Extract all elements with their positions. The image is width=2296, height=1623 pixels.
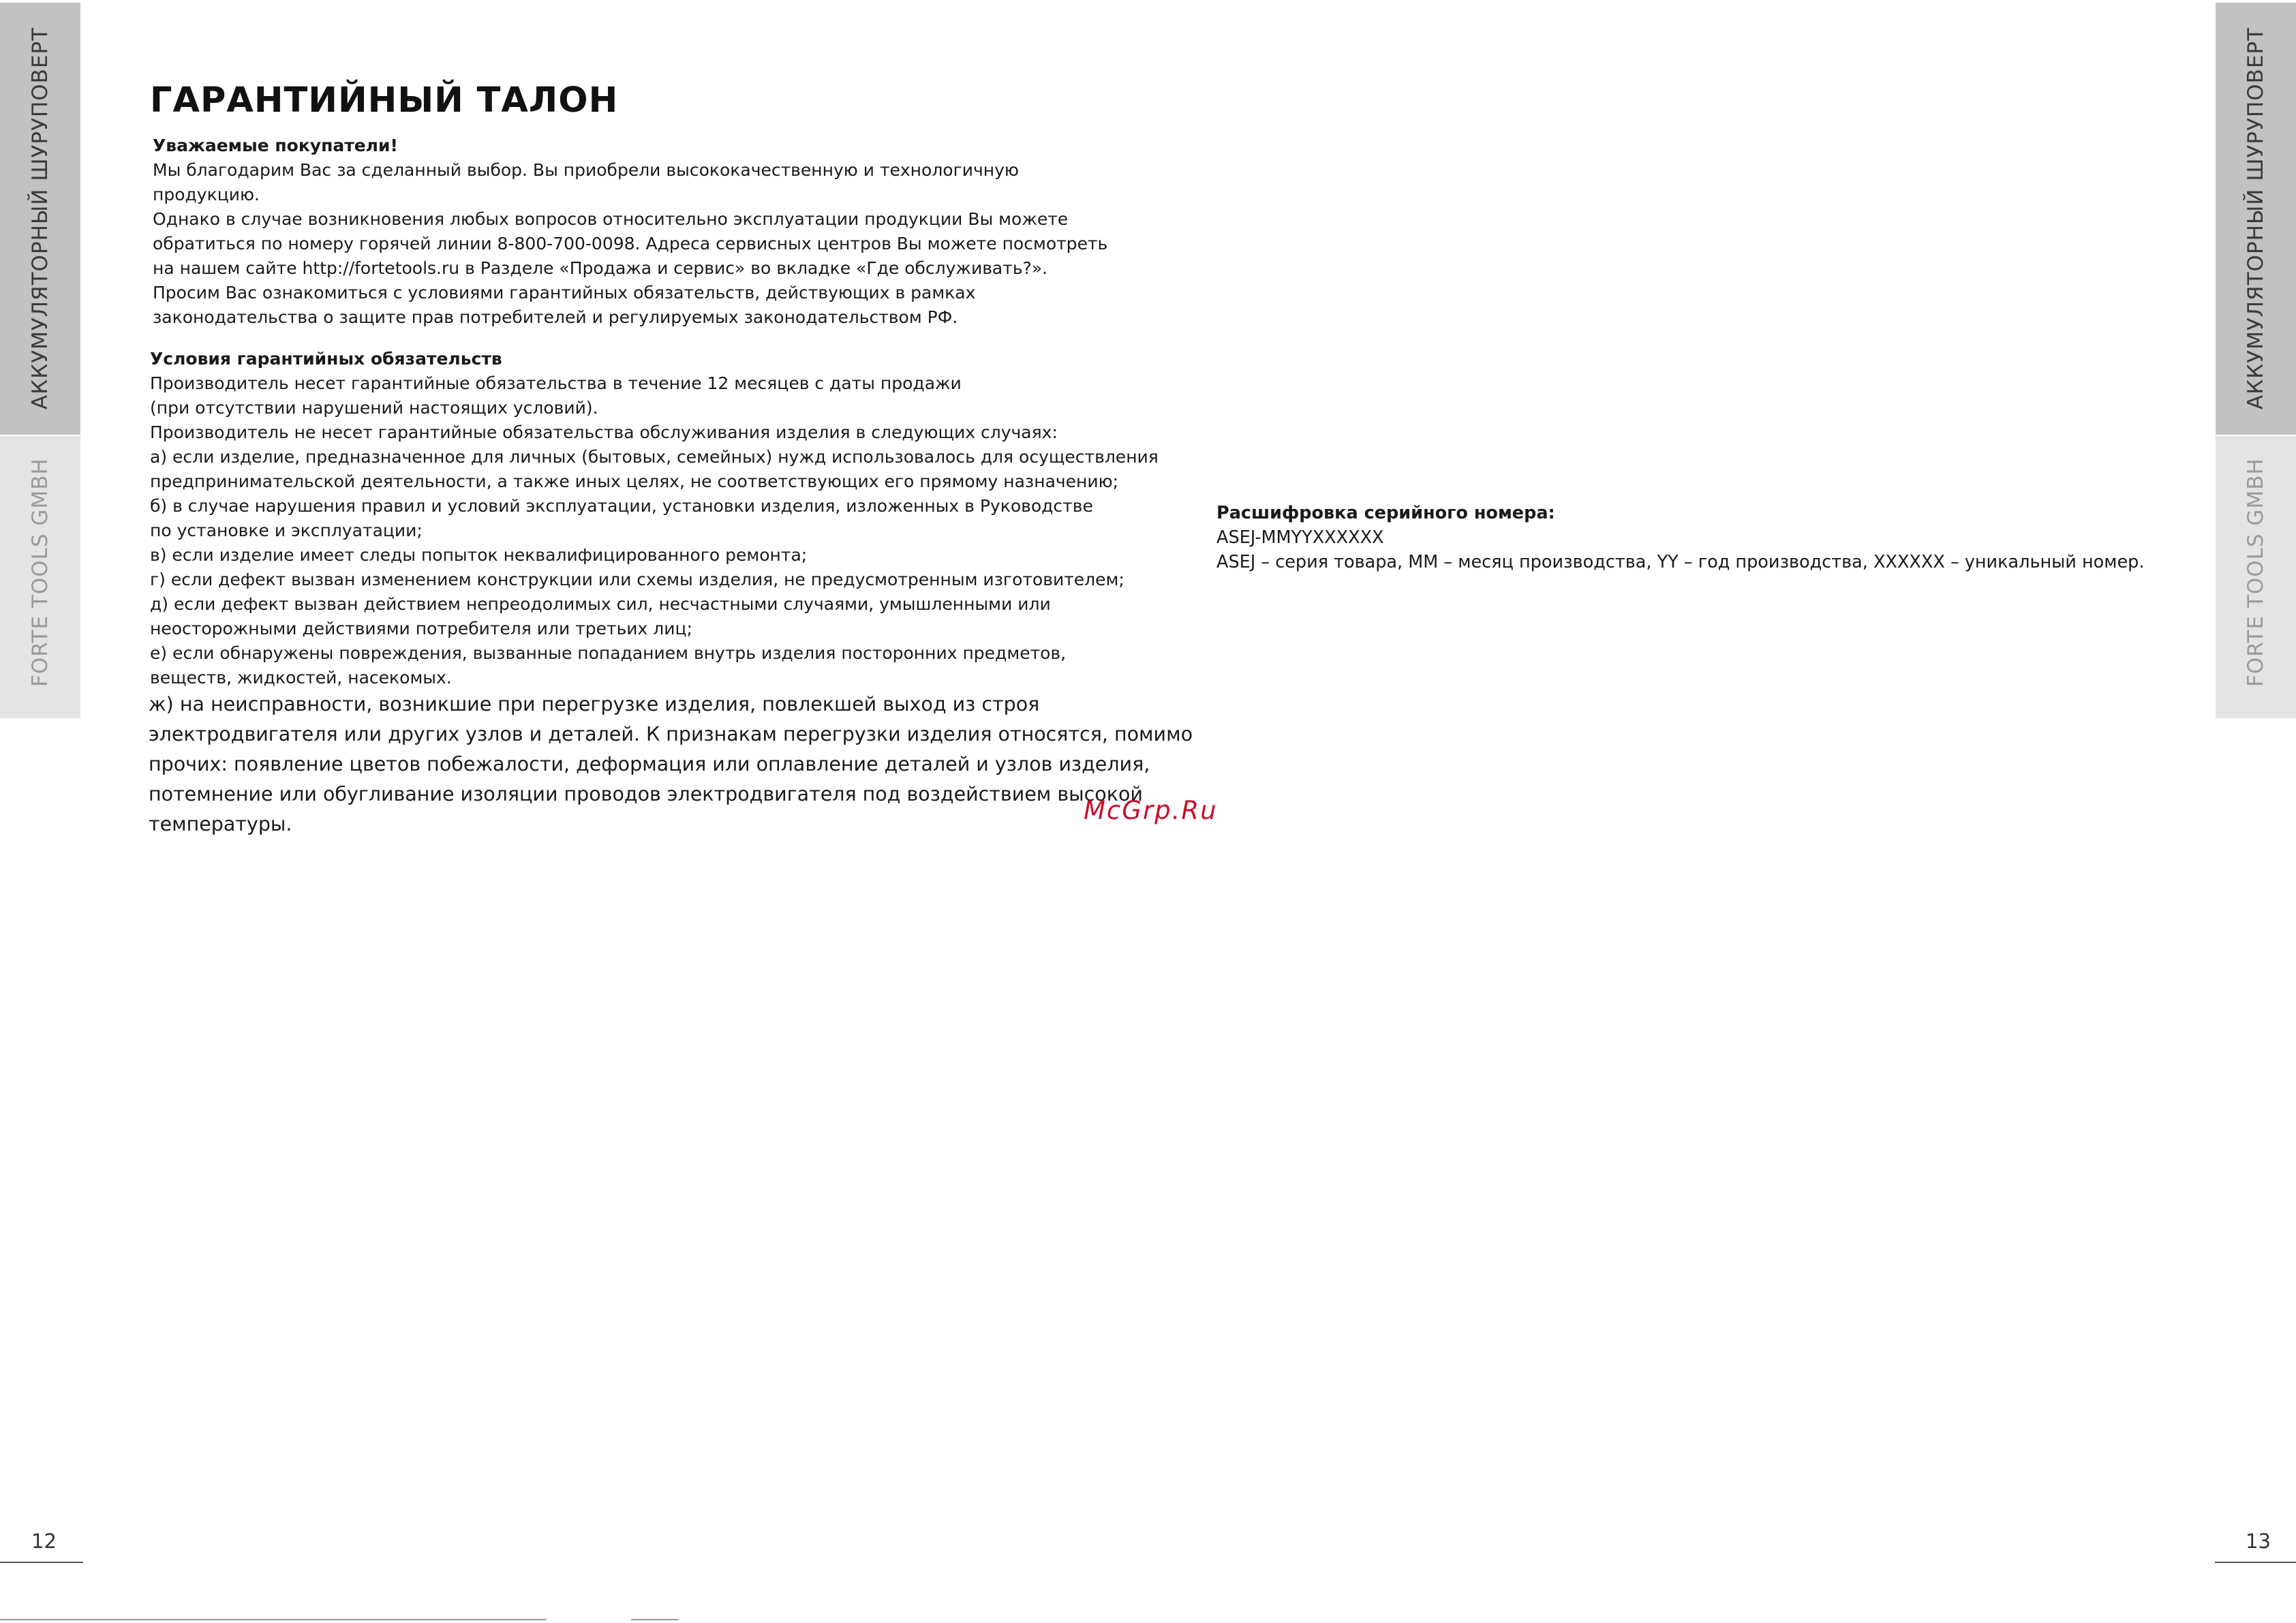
greeting-line: обратиться по номеру горячей линии 8-800-700-0098. Адреса сервисных центров Вы можете посмотреть	[153, 234, 1108, 253]
overload-section	[149, 690, 1193, 839]
page-number-rule-right	[2215, 1562, 2296, 1563]
conditions-line: по установке и эксплуатации;	[150, 521, 423, 540]
greeting-line: законодательства о защите прав потребителей и регулируемых законодательством РФ.	[153, 307, 958, 327]
conditions-heading: Условия гарантийных обязательств	[150, 349, 502, 369]
conditions-line: г) если дефект вызван изменением конструкции или схемы изделия, не предусмотренным изготовителем;	[150, 570, 1124, 589]
brand-label: FORTE TOOLS GMBH	[28, 458, 52, 687]
serial-section	[1216, 501, 2144, 574]
conditions-line: Производитель не несет гарантийные обязательства обслуживания изделия в следующих случаях:	[150, 422, 1058, 442]
footer-rule-mid	[631, 1619, 679, 1620]
conditions-line: Производитель несет гарантийные обязательства в течение 12 месяцев с даты продажи	[150, 373, 962, 393]
right-side-tab	[2216, 3, 2296, 718]
footer-rule-left	[0, 1619, 547, 1620]
overload-line: прочих: появление цветов побежалости, деформация или оплавление деталей и узлов изделия,	[149, 753, 1150, 775]
product-tab-right	[2216, 3, 2296, 435]
product-tab	[0, 3, 80, 435]
overload-line: электродвигателя или других узлов и деталей. К признакам перегрузки изделия относятся, помимо	[149, 723, 1193, 745]
overload-line: температуры.	[149, 813, 292, 835]
product-label-right: АККУМУЛЯТОРНЫЙ ШУРУПОВЕРТ	[2244, 27, 2268, 409]
page-title: ГАРАНТИЙНЫЙ ТАЛОН	[150, 80, 619, 121]
serial-explanation: ASEJ – серия товара, MM – месяц производства, YY – год производства, XXXXXX – уникальный номер.	[1216, 552, 2145, 572]
page-number-left: 12	[31, 1530, 57, 1553]
serial-format: ASEJ-MMYYXXXXXX	[1216, 527, 1384, 548]
greeting-line: Мы благодарим Вас за сделанный выбор. Вы приобрели высококачественную и технологичную	[153, 160, 1019, 180]
conditions-line: е) если обнаружены повреждения, вызванные попаданием внутрь изделия посторонних предметов,	[150, 643, 1067, 663]
conditions-line: веществ, жидкостей, насекомых.	[150, 668, 452, 687]
conditions-line: предпринимательской деятельности, а также иных целях, не соответствующих его прямому назначению;	[150, 472, 1119, 491]
brand-tab-right	[2216, 436, 2296, 718]
brand-tab	[0, 436, 80, 718]
overload-line: ж) на неисправности, возникшие при перегрузке изделия, повлекшей выход из строя	[149, 693, 1040, 715]
greeting-line: Однако в случае возникновения любых вопросов относительно эксплуатации продукции Вы можете	[153, 209, 1069, 229]
conditions-line: в) если изделие имеет следы попыток неквалифицированного ремонта;	[150, 545, 808, 565]
page-number-rule-left	[0, 1562, 83, 1563]
conditions-section	[150, 347, 1159, 690]
watermark: McGrp.Ru	[1084, 796, 1218, 825]
greeting-line: на нашем сайте http://fortetools.ru в Разделе «Продажа и сервис» во вкладке «Где обслуживать?».	[153, 258, 1048, 278]
greeting-line: Просим Вас ознакомиться с условиями гарантийных обязательств, действующих в рамках	[153, 283, 976, 303]
product-label: АККУМУЛЯТОРНЫЙ ШУРУПОВЕРТ	[28, 27, 52, 409]
conditions-line: (при отсутствии нарушений настоящих условий).	[150, 398, 598, 418]
greeting-section	[153, 134, 1107, 330]
left-side-tab	[0, 3, 80, 718]
brand-label-right: FORTE TOOLS GMBH	[2244, 458, 2268, 687]
greeting-heading: Уважаемые покупатели!	[153, 136, 398, 155]
conditions-line: б) в случае нарушения правил и условий эксплуатации, установки изделия, изложенных в Руководстве	[150, 496, 1093, 516]
overload-line: потемнение или обугливание изоляции проводов электродвигателя под воздействием высокой	[149, 783, 1143, 805]
serial-heading: Расшифровка серийного номера:	[1216, 503, 1555, 523]
conditions-line: д) если дефект вызван действием непреодолимых сил, несчастными случаями, умышленными или	[150, 594, 1051, 614]
conditions-line: неосторожными действиями потребителя или третьих лиц;	[150, 619, 692, 638]
page-number-right: 13	[2246, 1530, 2271, 1553]
greeting-line: продукцию.	[153, 185, 260, 204]
conditions-line: а) если изделие, предназначенное для личных (бытовых, семейных) нужд использовалось для осуществления	[150, 447, 1159, 467]
